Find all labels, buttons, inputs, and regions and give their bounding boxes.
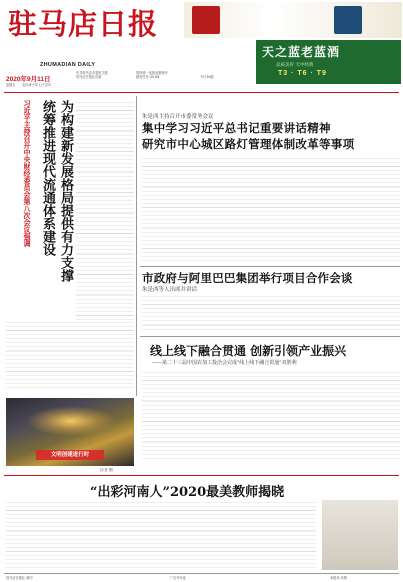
footer-right: 本报讯 价格 (330, 576, 347, 580)
lead-body (142, 156, 400, 264)
ad-codes: T3 · T6 · T9 (278, 70, 327, 77)
top-ad-banner (184, 2, 402, 38)
second-headline: 市政府与阿里巴巴集团举行项目合作会谈 (142, 271, 353, 285)
lead-headline-2: 研究市中心城区路灯管理体制改革等事项 (142, 137, 355, 151)
serial-block-2 (136, 71, 196, 79)
ad-slogan: 品质美好 天中经典 (276, 63, 314, 68)
second-body (142, 294, 400, 332)
lead-kicker: 朱是西主持召开市委常务会议 (142, 114, 214, 120)
footer-mid: 广告许可证 (170, 576, 186, 580)
fourth-body (6, 500, 316, 570)
vertical-headline-2: 统筹推进现代流通体系建设 (40, 100, 55, 256)
photo-caption: 文明创建进行时 (36, 450, 104, 460)
issue-lunar: 农历庚子年七月廿四 (22, 83, 51, 87)
vertical-headline-1: 为构建新发展格局提供有力支撑 (58, 100, 73, 282)
newspaper-english-title: ZHUMADIAN DAILY (40, 62, 96, 68)
liquor-box-image (334, 6, 362, 34)
serial-block (76, 71, 132, 79)
serial-line: 邮发代号:35-84 (136, 75, 160, 79)
column-divider (136, 96, 137, 396)
issue-date: 2020年9月11日 (6, 76, 51, 83)
header-divider (4, 92, 399, 93)
fourth-headline: “出彩河南人”2020最美教师揭晓 (90, 485, 285, 500)
serial-line: 中共驻马店市委机关报 (76, 71, 108, 75)
section-divider (4, 475, 399, 476)
issue-weekday: 星期五 (6, 83, 16, 87)
liquor-bottle-image (192, 6, 220, 34)
pages-count: 今日16版 (200, 75, 214, 79)
lead-article-body-cont (6, 320, 134, 390)
vertical-headline-sub: 习近平主持召开中央财经委员会第八次会议强调 (23, 100, 32, 247)
teacher-photo (322, 500, 398, 570)
section-divider (140, 336, 400, 337)
lead-headline-1: 集中学习习近平总书记重要讲话精神 (142, 121, 331, 135)
third-subline: ——第二十三届中国农加工投洽会完成"线上线下融合贯通"双胜利 (152, 360, 297, 366)
footer-divider (4, 573, 399, 574)
night-city-photo (6, 398, 134, 466)
section-divider (140, 266, 400, 267)
serial-line: 国内统一连续出版物号 (136, 71, 168, 75)
photo-credit: (记者 摄) (100, 468, 114, 472)
second-subline: 朱是西等人出席并讲话 (142, 287, 198, 293)
ad-brand: 天之蓝老蓝酒 (262, 45, 341, 59)
third-headline: 线上线下融合贯通 创新引领产业振兴 (150, 344, 347, 358)
footer-left: 驻马店日报社 承印 (6, 576, 33, 580)
newspaper-title: 驻马店日报 (8, 7, 159, 41)
liquor-ad (256, 40, 401, 84)
third-body (142, 370, 400, 462)
masthead-area (0, 0, 403, 90)
serial-line: 驻马店日报社出版 (76, 75, 102, 79)
